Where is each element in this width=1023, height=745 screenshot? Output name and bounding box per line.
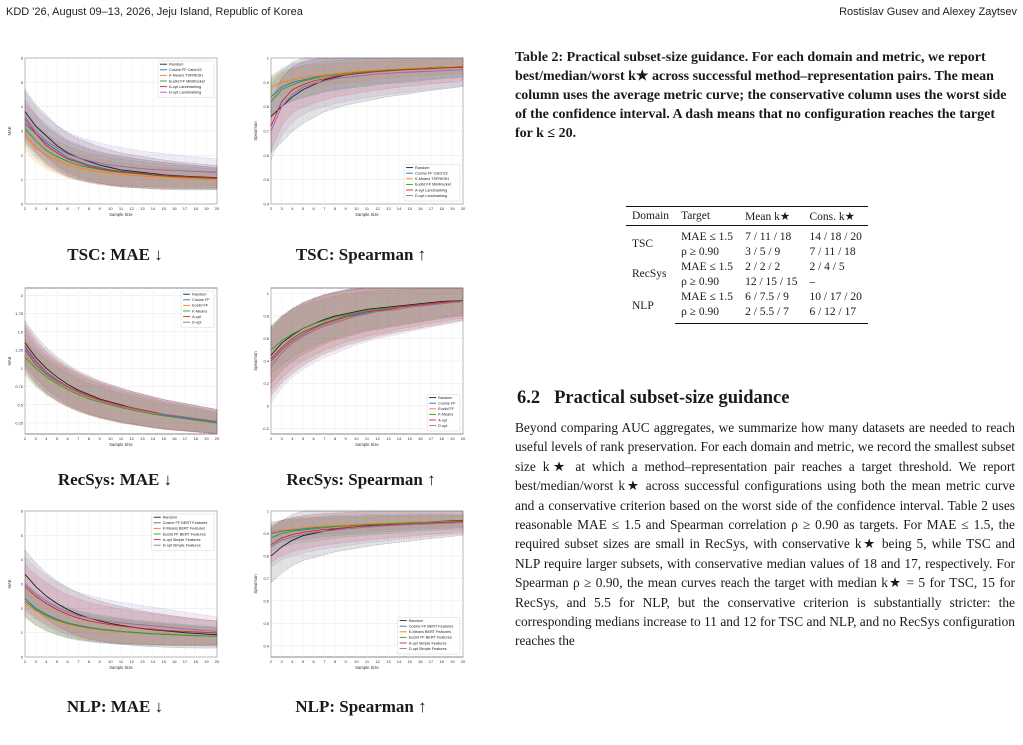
y-tick-label: 5 [20, 532, 23, 538]
cell-mean: 3 / 5 / 9 [745, 245, 781, 258]
x-tick-label: 12 [129, 436, 134, 441]
cell-domain: NLP [632, 299, 654, 312]
x-tick-label: 8 [333, 206, 337, 211]
x-tick-label: 15 [161, 206, 166, 211]
y-tick-label: 0.8 [263, 313, 269, 319]
legend-label: D-opt [192, 320, 202, 325]
running-header-right: Rostislav Gusev and Alexey Zaytsev [839, 6, 1017, 18]
x-tick-label: 17 [428, 436, 434, 441]
y-tick-label: 0.7 [263, 575, 269, 581]
legend-label: D-opt Simple Features [408, 646, 447, 651]
y-tick-label: 0.9 [263, 530, 269, 536]
plot-recsys-mae [5, 282, 225, 462]
col-target: Target [675, 207, 739, 226]
y-tick-label: 1 [20, 630, 23, 636]
x-tick-label: 10 [108, 659, 113, 664]
x-tick-label: 20 [214, 659, 220, 664]
x-tick-label: 4 [291, 659, 294, 664]
legend-label: A-opt Simple Features [162, 537, 201, 542]
x-tick-label: 19 [450, 206, 455, 211]
x-axis-label: Sample Size [355, 212, 379, 217]
y-tick-label: 6 [20, 55, 23, 61]
y-tick-label: 0.4 [263, 201, 269, 207]
legend-label: D-opt Landmarking [169, 90, 202, 95]
x-tick-label: 9 [98, 206, 101, 211]
legend-label: Cosine FF BERT Features [162, 521, 208, 526]
y-tick-label: 1.75 [15, 311, 23, 317]
results-table [626, 206, 868, 324]
legend-label: D-opt [438, 423, 448, 428]
x-tick-label: 15 [407, 659, 412, 664]
x-tick-label: 7 [77, 206, 80, 211]
x-tick-label: 9 [98, 436, 101, 441]
x-tick-label: 3 [34, 659, 37, 664]
y-tick-label: 1 [266, 55, 269, 61]
legend-label: K-Means [438, 412, 454, 417]
x-tick-label: 9 [98, 659, 101, 664]
y-tick-label: 0.6 [263, 152, 269, 158]
x-tick-label: 19 [450, 436, 455, 441]
legend-label: Random [415, 165, 430, 170]
y-tick-label: 5 [20, 79, 23, 85]
legend-label: Random [438, 395, 453, 400]
y-tick-label: 0.2 [263, 380, 269, 386]
x-tick-label: 20 [460, 659, 466, 664]
x-tick-label: 3 [280, 206, 283, 211]
legend-label: Random [169, 62, 184, 67]
x-tick-label: 7 [323, 436, 326, 441]
x-tick-label: 3 [34, 436, 37, 441]
legend-label: Euclid FF MiniRocket [415, 182, 451, 187]
x-tick-label: 13 [386, 436, 391, 441]
x-tick-label: 4 [45, 436, 48, 441]
x-tick-label: 12 [375, 436, 380, 441]
x-tick-label: 2 [23, 659, 27, 664]
y-tick-label: 1 [266, 508, 269, 514]
x-tick-label: 13 [140, 206, 145, 211]
caption-tsc-mae: TSC: MAE ↓ [67, 245, 163, 264]
section-heading [517, 388, 789, 409]
y-tick-label: 1.25 [15, 347, 23, 353]
x-tick-label: 10 [108, 206, 113, 211]
x-tick-label: 11 [364, 659, 370, 664]
y-axis-label: Spearman [253, 121, 258, 141]
table-header-row [626, 207, 868, 226]
y-tick-label: 0.7 [263, 128, 269, 134]
plot-nlp-mae [5, 505, 225, 685]
section-body: Beyond comparing AUC aggregates, we summarize how many datasets are needed to reach useful levels of rank preservation. For each domain and metric, we record the smallest subset size k★ at which a method–representation pair reaches a target threshold. We report best/median/worst k★ across successful configurations using both the mean metric curve and a conservative criterion based on the worst side of the confidence interval. Table 2 uses reasonable MAE ≤ 1.5 and Spearman correlation ρ ≥ 0.90 as targets. For MAE ≤ 1.5, the required subset sizes are small in RecSys, with conservative k★ being 5, while TSC and NLP require larger subsets, with conservative median values of 18 and 17, respectively. For Spearman ρ ≥ 0.90, the mean curves reach the target with median k★ = 5 for TSC, 15 for RecSys, and 5.5 for NLP, but the conservative criterion is substantially stricter: the corresponding medians increase to 11 and 12 for TSC and NLP, and no RecSys configuration reaches the [515, 420, 1015, 649]
x-tick-label: 17 [428, 659, 434, 664]
cell-target: MAE ≤ 1.5 [681, 260, 734, 273]
y-tick-label: 4 [20, 104, 23, 110]
x-tick-label: 11 [364, 436, 370, 441]
x-tick-label: 2 [23, 436, 27, 441]
x-tick-label: 16 [172, 659, 177, 664]
plot-nlp-spearman [251, 505, 471, 685]
col-mean: Mean k★ [739, 207, 803, 226]
x-tick-label: 12 [129, 206, 134, 211]
cell-target: MAE ≤ 1.5 [681, 290, 734, 303]
legend-label: Euclid FF BERT Features [162, 532, 206, 537]
y-axis-label: MAE [7, 579, 12, 589]
y-axis-label: Spearman [253, 574, 258, 594]
legend-label: Random [408, 618, 424, 623]
x-tick-label: 14 [150, 659, 156, 664]
y-tick-label: 0.9 [263, 79, 269, 85]
legend-label: K-Means TSFRESH [415, 177, 449, 182]
x-tick-label: 3 [34, 206, 37, 211]
legend-label: Cosine FF [438, 401, 456, 406]
legend-label: A-opt Landmarking [169, 84, 202, 89]
legend-label: A-opt [192, 314, 202, 319]
y-tick-label: 2 [20, 292, 23, 298]
table-row [626, 230, 868, 245]
x-tick-label: 20 [214, 206, 220, 211]
x-tick-label: 6 [312, 436, 315, 441]
x-tick-label: 17 [182, 659, 188, 664]
x-tick-label: 15 [161, 659, 166, 664]
x-tick-label: 18 [439, 659, 444, 664]
x-tick-label: 4 [45, 206, 48, 211]
y-tick-label: 1 [266, 291, 269, 297]
x-axis-label: Sample Size [109, 442, 133, 447]
x-tick-label: 18 [439, 436, 444, 441]
y-tick-label: 0.6 [263, 336, 269, 342]
x-tick-label: 2 [23, 206, 27, 211]
y-tick-label: 0.6 [263, 598, 269, 604]
y-tick-label: 4 [20, 557, 23, 563]
x-tick-label: 16 [418, 206, 423, 211]
x-tick-label: 17 [428, 206, 434, 211]
cell-target: ρ ≥ 0.90 [681, 275, 719, 288]
x-tick-label: 13 [140, 659, 145, 664]
legend-label: Cosine FF Catch22 [169, 68, 202, 73]
x-tick-label: 7 [77, 436, 80, 441]
x-tick-label: 7 [77, 659, 80, 664]
y-tick-label: 0.8 [263, 553, 269, 559]
x-tick-label: 12 [375, 206, 380, 211]
y-tick-label: 0.4 [263, 358, 269, 364]
x-tick-label: 8 [333, 659, 337, 664]
y-tick-label: 0.8 [263, 104, 269, 110]
x-tick-label: 2 [269, 436, 273, 441]
col-cons: Cons. k★ [803, 207, 867, 226]
y-tick-label: 2 [20, 152, 23, 158]
y-tick-label: 0.4 [263, 643, 269, 649]
section-title: Practical subset-size guidance [554, 388, 790, 408]
cell-cons: 10 / 17 / 20 [809, 290, 862, 303]
x-tick-label: 6 [66, 206, 69, 211]
x-axis-label: Sample Size [109, 665, 133, 670]
y-axis-label: MAE [7, 126, 12, 136]
x-tick-label: 5 [55, 436, 59, 441]
x-tick-label: 14 [150, 436, 156, 441]
legend-label: Euclid FF [192, 303, 209, 308]
section-number: 6.2 [517, 388, 541, 408]
x-tick-label: 6 [312, 206, 315, 211]
x-tick-label: 7 [323, 206, 326, 211]
legend-label: Euclid FF [438, 407, 455, 412]
y-axis-label: Spearman [253, 351, 258, 371]
x-tick-label: 6 [312, 659, 315, 664]
x-tick-label: 6 [66, 659, 69, 664]
legend-label: A-opt [438, 418, 448, 423]
x-tick-label: 19 [204, 206, 209, 211]
x-tick-label: 14 [396, 206, 402, 211]
legend-label: K-Means [192, 309, 208, 314]
table-row [626, 290, 868, 305]
legend-label: K-Means BERT Features [162, 526, 205, 531]
x-tick-label: 14 [396, 436, 402, 441]
cell-mean: 6 / 7.5 / 9 [745, 290, 789, 303]
x-tick-label: 4 [291, 206, 294, 211]
x-tick-label: 16 [418, 659, 423, 664]
x-tick-label: 5 [301, 436, 305, 441]
legend-label: D-opt Simple Features [162, 543, 201, 548]
x-tick-label: 17 [182, 206, 188, 211]
legend-label: K-Means TSFRESH [169, 73, 203, 78]
cell-mean: 12 / 15 / 15 [745, 275, 798, 288]
x-tick-label: 18 [439, 206, 444, 211]
cell-target: ρ ≥ 0.90 [675, 305, 739, 324]
x-tick-label: 8 [87, 206, 91, 211]
x-axis-label: Sample Size [355, 665, 379, 670]
x-tick-label: 5 [301, 659, 305, 664]
caption-tsc-spearman: TSC: Spearman ↑ [295, 245, 427, 264]
y-tick-label: 1.5 [17, 329, 23, 335]
x-tick-label: 5 [55, 206, 59, 211]
y-tick-label: -0.2 [262, 425, 269, 431]
plot-tsc-spearman [251, 52, 471, 232]
y-tick-label: 1 [20, 365, 23, 371]
y-tick-label: 0 [20, 654, 23, 660]
y-tick-label: 0.5 [263, 620, 269, 626]
x-tick-label: 3 [280, 659, 283, 664]
running-header-left: KDD '26, August 09–13, 2026, Jeju Island, Republic of Korea [6, 6, 303, 18]
x-tick-label: 11 [118, 436, 124, 441]
legend-label: A-opt Simple Features [408, 641, 447, 646]
x-tick-label: 19 [450, 659, 455, 664]
x-tick-label: 12 [375, 659, 380, 664]
x-tick-label: 10 [354, 206, 359, 211]
x-tick-label: 16 [172, 206, 177, 211]
x-tick-label: 2 [269, 206, 273, 211]
cell-cons: 7 / 11 / 18 [809, 245, 856, 258]
x-tick-label: 4 [291, 436, 294, 441]
caption-recsys-spearman: RecSys: Spearman ↑ [286, 470, 436, 489]
cell-domain: TSC [632, 238, 654, 250]
cell-domain: RecSys [632, 268, 667, 280]
x-tick-label: 8 [333, 436, 337, 441]
x-tick-label: 15 [407, 206, 412, 211]
x-tick-label: 16 [418, 436, 423, 441]
y-axis-label: MAE [7, 356, 12, 366]
x-tick-label: 11 [118, 659, 124, 664]
x-tick-label: 18 [193, 659, 198, 664]
x-tick-label: 11 [118, 206, 124, 211]
x-tick-label: 11 [364, 206, 370, 211]
legend-label: Cosine FF [192, 298, 210, 303]
x-tick-label: 6 [66, 436, 69, 441]
x-tick-label: 5 [301, 206, 305, 211]
x-tick-label: 19 [204, 659, 209, 664]
plot-tsc-mae [5, 52, 225, 232]
x-tick-label: 14 [150, 206, 156, 211]
x-tick-label: 15 [161, 436, 166, 441]
x-tick-label: 13 [386, 206, 391, 211]
y-tick-label: 2 [20, 605, 23, 611]
x-tick-label: 15 [407, 436, 412, 441]
cell-target: ρ ≥ 0.90 [681, 245, 719, 258]
x-tick-label: 12 [129, 659, 134, 664]
cell-cons: 14 / 18 / 20 [809, 230, 862, 243]
x-tick-label: 3 [280, 436, 283, 441]
legend-label: Euclid FF BERT Features [408, 635, 452, 640]
cell-cons: 2 / 4 / 5 [809, 260, 845, 273]
x-tick-label: 8 [87, 659, 91, 664]
x-tick-label: 19 [204, 436, 209, 441]
cell-mean: 2 / 5.5 / 7 [739, 305, 803, 324]
x-tick-label: 10 [354, 436, 359, 441]
x-axis-label: Sample Size [109, 212, 133, 217]
x-tick-label: 5 [55, 659, 59, 664]
x-tick-label: 20 [460, 436, 466, 441]
x-tick-label: 18 [193, 206, 198, 211]
x-tick-label: 9 [344, 436, 347, 441]
caption-nlp-spearman: NLP: Spearman ↑ [295, 697, 427, 716]
col-domain: Domain [626, 207, 675, 226]
legend-label: K-Means BERT Features [408, 630, 451, 635]
x-tick-label: 17 [182, 436, 188, 441]
y-tick-label: 0 [20, 201, 23, 207]
legend-label: A-opt Landmarking [415, 188, 448, 193]
y-tick-label: 0.5 [263, 177, 269, 183]
x-tick-label: 13 [140, 436, 145, 441]
legend-label: Random [162, 515, 178, 520]
legend-label: D-opt Landmarking [415, 193, 448, 198]
y-tick-label: 6 [20, 508, 23, 514]
x-tick-label: 18 [193, 436, 198, 441]
y-tick-label: 1 [20, 177, 23, 183]
x-tick-label: 20 [214, 436, 220, 441]
cell-mean: 7 / 11 / 18 [745, 230, 792, 243]
plot-recsys-spearman [251, 282, 471, 462]
caption-nlp-mae: NLP: MAE ↓ [66, 697, 164, 716]
cell-target: MAE ≤ 1.5 [681, 230, 734, 243]
x-tick-label: 9 [344, 659, 347, 664]
x-tick-label: 4 [45, 659, 48, 664]
x-tick-label: 10 [108, 436, 113, 441]
x-tick-label: 8 [87, 436, 91, 441]
y-tick-label: 0.25 [15, 420, 23, 426]
cell-cons: – [809, 275, 816, 288]
legend-label: Euclid FF MiniRocket [169, 79, 205, 84]
cell-mean: 2 / 2 / 2 [745, 260, 781, 273]
x-tick-label: 10 [354, 659, 359, 664]
y-tick-label: 0 [266, 403, 269, 409]
legend-label: Cosine FF BERT Features [408, 624, 454, 629]
legend-label: Random [192, 292, 207, 297]
x-tick-label: 2 [269, 659, 273, 664]
y-tick-label: 0.5 [17, 402, 23, 408]
legend-label: Cosine FF Catch22 [415, 171, 448, 176]
caption-recsys-mae: RecSys: MAE ↓ [57, 470, 173, 489]
x-tick-label: 20 [460, 206, 466, 211]
x-axis-label: Sample Size [355, 442, 379, 447]
y-tick-label: 0.75 [15, 384, 23, 390]
x-tick-label: 16 [172, 436, 177, 441]
table-row [626, 260, 868, 275]
y-tick-label: 3 [20, 581, 23, 587]
x-tick-label: 9 [344, 206, 347, 211]
x-tick-label: 14 [396, 659, 402, 664]
x-tick-label: 7 [323, 659, 326, 664]
x-tick-label: 13 [386, 659, 391, 664]
y-tick-label: 3 [20, 128, 23, 134]
table-caption: Table 2: Practical subset-size guidance. For each domain and metric, we report best/median/worst k★ across successful method–representation pairs. The mean column uses the average metric curve; the conservative column uses the worst side of the confidence interval. A dash means that no configuration reaches the target for k ≤ 20. [515, 50, 1007, 141]
cell-cons: 6 / 12 / 17 [803, 305, 867, 324]
